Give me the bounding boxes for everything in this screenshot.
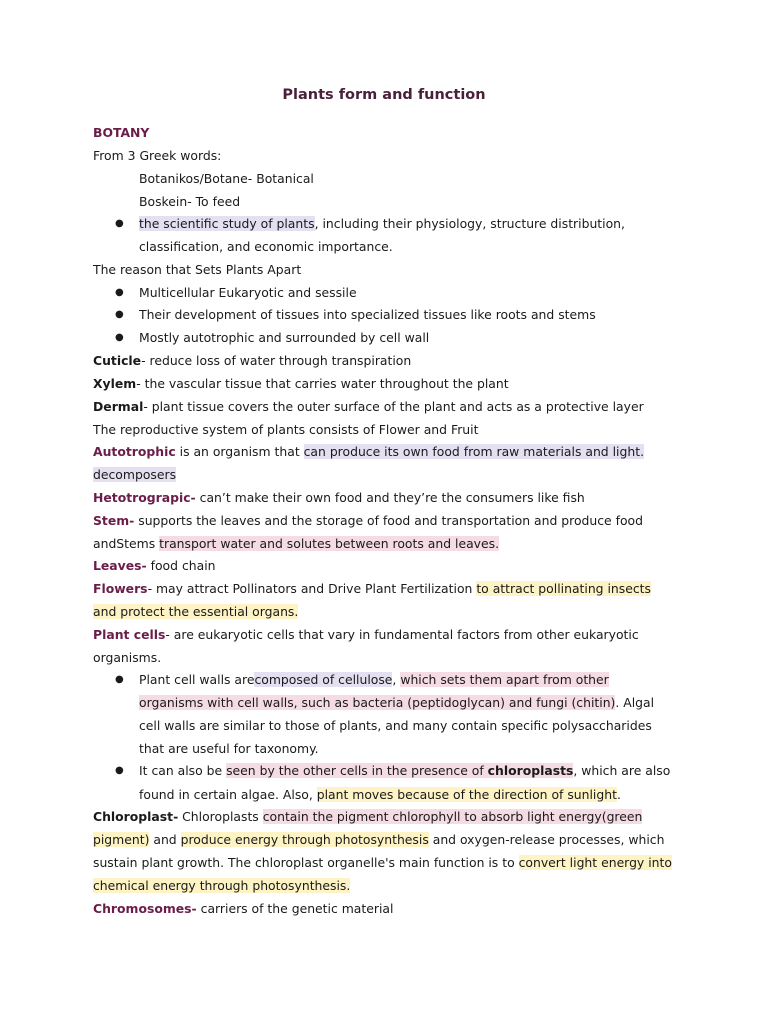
reason-item-3: Mostly autotrophic and surrounded by cell wall bbox=[139, 330, 430, 345]
seen-line bbox=[139, 762, 670, 780]
plant-cells-term: Plant cells bbox=[93, 627, 166, 642]
heterotrophic-line bbox=[93, 489, 585, 507]
chloroplasts-bold: chloroplasts bbox=[487, 763, 574, 778]
reason-heading: The reason that Sets Plants Apart bbox=[93, 262, 302, 277]
greek-word-1: Botanikos/Botane- Botanical bbox=[139, 171, 314, 186]
flowers-definition: - may attract Pollinators and Drive Plant Fertilization bbox=[147, 581, 477, 596]
pigment-highlight: pigment) bbox=[93, 832, 150, 847]
dermal-line bbox=[93, 398, 644, 416]
heterotrophic-term: Hetotrograpic- bbox=[93, 490, 196, 505]
cell-wall-line-3: cell walls are similar to those of plants, and many contain specific polysaccharides bbox=[139, 718, 652, 733]
bullet-dot: ● bbox=[115, 287, 124, 298]
flowers-continued bbox=[93, 603, 298, 621]
seen-text: It can also be bbox=[139, 763, 227, 778]
chloroplast-term: Chloroplast- bbox=[93, 809, 179, 824]
sunlight-highlight: plant moves because of the direction of sunlight bbox=[316, 787, 617, 802]
seen-highlight bbox=[226, 763, 573, 778]
botany-heading: BOTANY bbox=[93, 125, 150, 140]
reproductive-line: The reproductive system of plants consists of Flower and Fruit bbox=[93, 422, 479, 437]
definition-rest: , including their physiology, structure distribution, bbox=[314, 216, 625, 231]
xylem-definition: - the vascular tissue that carries water throughout the plant bbox=[136, 376, 509, 391]
flowers-line bbox=[93, 580, 651, 598]
leaves-line bbox=[93, 557, 216, 575]
page-title: Plants form and function bbox=[282, 87, 486, 103]
reason-item-2: Their development of tissues into specialized tissues like roots and stems bbox=[139, 307, 596, 322]
dermal-definition: - plant tissue covers the outer surface of the plant and acts as a protective layer bbox=[143, 399, 644, 414]
decomposers-line bbox=[93, 466, 176, 484]
stem-term: Stem- bbox=[93, 513, 135, 528]
bullet-dot: ● bbox=[115, 674, 124, 685]
chromosomes-term: Chromosomes- bbox=[93, 901, 197, 916]
convert-highlight: convert light energy into bbox=[518, 855, 672, 870]
flowers-highlight-2: and protect the essential organs. bbox=[93, 604, 299, 619]
autotrophic-highlight: can produce its own food from raw materials and light. bbox=[303, 444, 645, 459]
seen2-text: found in certain algae. Also, bbox=[139, 787, 317, 802]
bullet-dot: ● bbox=[115, 332, 124, 343]
bullet-dot: ● bbox=[115, 309, 124, 320]
photosynthesis-highlight: produce energy through photosynthesis bbox=[180, 832, 429, 847]
cell-wall-comma: , bbox=[392, 672, 401, 687]
chloroplast-text-3: sustain plant growth. The chloroplast organelle's main function is to bbox=[93, 855, 519, 870]
autotrophic-term: Autotrophic bbox=[93, 444, 176, 459]
chloroplast-line-2 bbox=[93, 831, 664, 849]
flowers-term: Flowers bbox=[93, 581, 148, 596]
chloroplast-line-3 bbox=[93, 854, 672, 872]
bullet-dot: ● bbox=[115, 765, 124, 776]
seen-rest: , which are also bbox=[573, 763, 671, 778]
chloroplast-rest: and oxygen-release processes, which bbox=[428, 832, 665, 847]
stem-definition: supports the leaves and the storage of food and transportation and produce food bbox=[134, 513, 644, 528]
reason-item-1: Multicellular Eukaryotic and sessile bbox=[139, 285, 357, 300]
chloroplast-line-4 bbox=[93, 877, 350, 895]
dermal-term: Dermal bbox=[93, 399, 144, 414]
seen-highlight-text: seen by the other cells in the presence of bbox=[226, 763, 488, 778]
cell-wall-highlight-3: organisms with cell walls, such as bacteria (peptidoglycan) and fungi (chitin) bbox=[139, 695, 616, 710]
seen2-rest: . bbox=[616, 787, 621, 802]
stem-continued bbox=[93, 535, 499, 553]
decomposers-highlight: decomposers bbox=[93, 467, 177, 482]
cuticle-line bbox=[93, 352, 411, 370]
chloroplast-line bbox=[93, 808, 642, 826]
stem-highlight: transport water and solutes between roots and leaves. bbox=[159, 536, 500, 551]
stem-line bbox=[93, 512, 643, 530]
greek-word-2: Boskein- To feed bbox=[139, 194, 241, 209]
chromosomes-definition: carriers of the genetic material bbox=[196, 901, 394, 916]
plant-cells-continued: organisms. bbox=[93, 650, 162, 665]
definition-line bbox=[139, 215, 625, 233]
cell-wall-line bbox=[139, 671, 609, 689]
chloroplast-and: and bbox=[149, 832, 181, 847]
cuticle-definition: - reduce loss of water through transpiration bbox=[141, 353, 412, 368]
chemical-energy-highlight: chemical energy through photosynthesis. bbox=[93, 878, 351, 893]
xylem-line bbox=[93, 375, 509, 393]
cell-wall-highlight-2: which sets them apart from other bbox=[400, 672, 609, 687]
cell-wall-line-4: that are useful for taxonomy. bbox=[139, 741, 319, 756]
autotrophic-line bbox=[93, 443, 644, 461]
heterotrophic-definition: can’t make their own food and they’re the consumers like fish bbox=[195, 490, 585, 505]
leaves-term: Leaves- bbox=[93, 558, 147, 573]
plant-cells-definition: - are eukaryotic cells that vary in fundamental factors from other eukaryotic bbox=[165, 627, 639, 642]
chloroplast-highlight: contain the pigment chlorophyll to absorb light energy(green bbox=[262, 809, 643, 824]
chloroplast-text: Chloroplasts bbox=[178, 809, 263, 824]
stem-continued-text: andStems bbox=[93, 536, 160, 551]
cell-wall-highlight-1: composed of cellulose bbox=[254, 672, 393, 687]
autotrophic-text: is an organism that bbox=[175, 444, 304, 459]
seen-line-2 bbox=[139, 786, 621, 804]
xylem-term: Xylem bbox=[93, 376, 137, 391]
chromosomes-line bbox=[93, 900, 393, 918]
flowers-highlight: to attract pollinating insects bbox=[476, 581, 651, 596]
cell-wall-line-2 bbox=[139, 694, 654, 712]
cell-wall-text: Plant cell walls are bbox=[139, 672, 255, 687]
cuticle-term: Cuticle bbox=[93, 353, 142, 368]
plant-cells-line bbox=[93, 626, 639, 644]
greek-intro: From 3 Greek words: bbox=[93, 148, 222, 163]
bullet-dot: ● bbox=[115, 218, 124, 229]
definition-highlight: the scientific study of plants bbox=[139, 216, 315, 231]
cell-wall-rest: . Algal bbox=[615, 695, 655, 710]
definition-continued: classification, and economic importance. bbox=[139, 239, 393, 254]
leaves-definition: food chain bbox=[146, 558, 216, 573]
